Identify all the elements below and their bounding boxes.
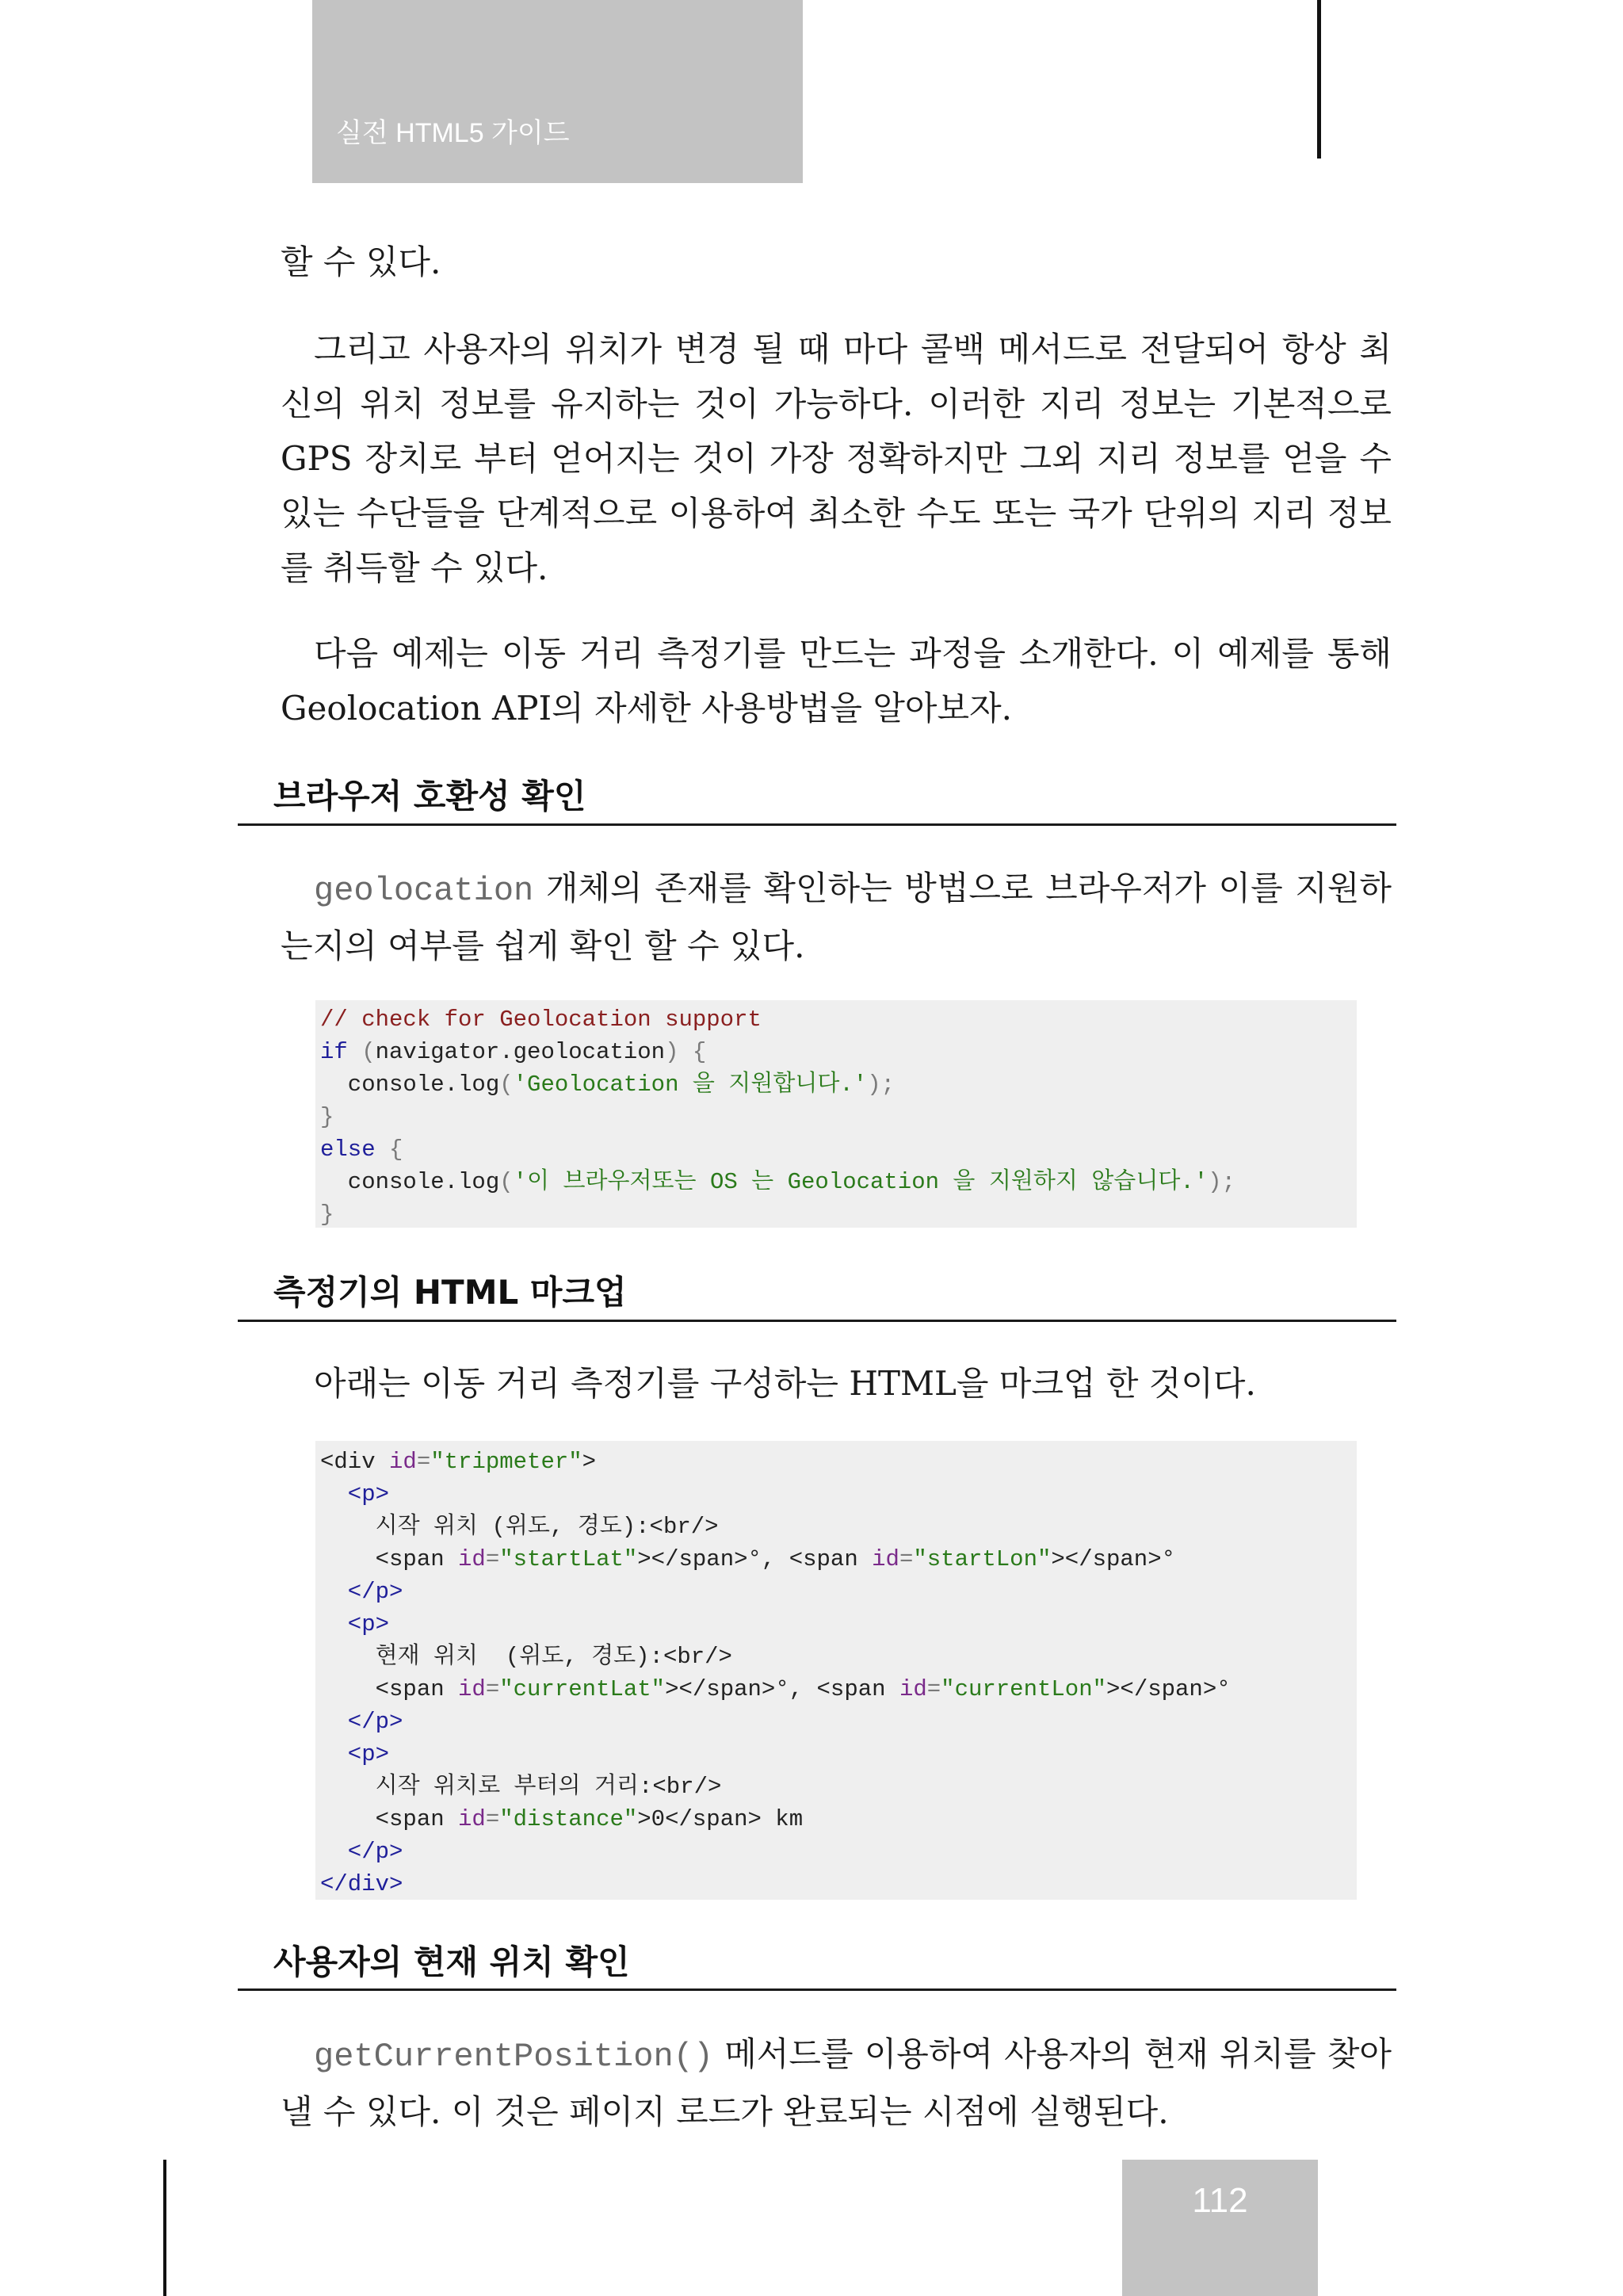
code-token: ></span>°, <span [637,1546,873,1572]
code-block-html-markup [315,1441,1357,1900]
code-token: <p> [320,1741,390,1767]
paragraph-get-current-position [281,2027,1392,2139]
code-token: id [899,1676,927,1702]
header-tab [312,0,803,183]
heading-rule [238,823,1396,826]
paragraph-location-update: 그리고 사용자의 위치가 변경 될 때 마다 콜백 메서드로 전달되어 항상 최신의 위치 정보를 유지하는 것이 가능하다. 이러한 지리 정보는 기본적으로 GPS 장치로 부터 얻어지는 것이 가장 정확하지만 그외 지리 정보를 얻을 수 있는 수단들을 단계적으로 이용하여 최소한 수도 또는 국가 단위의 지리 정보를 취득할 수 있다. [281,330,1392,587]
code-token: "currentLon" [941,1676,1107,1702]
code-token: >0</span> km [637,1806,804,1832]
code-line [320,1166,1357,1198]
code-token: "startLon" [913,1546,1052,1572]
code-token: if [320,1039,348,1065]
code-token: <div [320,1449,390,1475]
code-token: <p> [320,1481,390,1507]
heading-browser-compat: 브라우저 호환성 확인 [273,777,586,816]
code-token: </div> [320,1871,403,1897]
code-token: // check for Geolocation support [320,1007,762,1033]
code-line [320,1036,1357,1068]
code-token: ); [1208,1169,1235,1195]
code-token: = [485,1676,500,1702]
code-line [320,1673,1357,1706]
code-line [320,1068,1357,1101]
heading-current-position: 사용자의 현재 위치 확인 [273,1943,630,1981]
paragraph-continuation: 할 수 있다. [281,243,441,281]
code-token: console.log [320,1072,500,1098]
code-token: = [926,1676,941,1702]
code-line [320,1738,1357,1771]
code-token: "distance" [499,1806,638,1832]
heading-html-markup: 측정기의 HTML 마크업 [273,1273,627,1312]
code-token: 'Geolocation 을 지원합니다.' [513,1072,868,1098]
code-token: <span [320,1546,459,1572]
code-token: </p> [320,1709,403,1735]
heading-rule [238,1988,1396,1991]
paragraph-markup-intro: 아래는 이동 거리 측정기를 구성하는 HTML을 마크업 한 것이다. [314,1364,1256,1403]
paragraph-text: 메서드를 이용하여 사용자의 현재 위치를 찾아낼 수 있다. 이 것은 페이지 로드가 완료되는 시점에 실행된다. [281,2034,1392,2131]
code-token: navigator.geolocation [375,1039,666,1065]
code-token: else [320,1137,376,1163]
code-token: ( [347,1039,376,1065]
code-token: <p> [320,1611,390,1637]
code-token: ( [499,1169,514,1195]
code-line [320,1543,1357,1576]
code-token: } [320,1201,334,1228]
code-token: '이 브라우저또는 OS 는 Geolocation 을 지원하지 않습니다.' [513,1169,1209,1195]
code-token: } [320,1104,334,1130]
page-number-tab [1122,2160,1318,2296]
code-line [320,1576,1357,1608]
code-token: = [416,1449,431,1475]
page-number: 112 [1192,2181,1248,2220]
code-token: id [458,1546,486,1572]
paragraph-text: 개체의 존재를 확인하는 방법으로 브라우저가 이를 지원하는지의 여부를 쉽게 확인 할 수 있다. [281,869,1392,965]
code-line [320,1478,1357,1511]
code-token: id [872,1546,899,1572]
code-line [320,1868,1357,1901]
code-token: <span [320,1676,459,1702]
book-title: 실전 HTML5 가이드 [336,118,570,148]
code-token: <span [320,1806,459,1832]
code-token: > [582,1449,597,1475]
code-line [320,1836,1357,1868]
code-line [320,1706,1357,1738]
code-token: 시작 위치로 부터의 거리:<br/> [320,1774,722,1800]
code-token: "currentLat" [499,1676,666,1702]
code-line [320,1641,1357,1673]
code-token: 시작 위치 (위도, 경도):<br/> [320,1514,719,1540]
code-token: ) [665,1039,679,1065]
code-line [320,1771,1357,1803]
code-line [320,1803,1357,1836]
code-token: "startLat" [499,1546,638,1572]
code-token: { [389,1137,403,1163]
code-token: = [899,1546,914,1572]
code-token: "tripmeter" [430,1449,582,1475]
code-token: ); [867,1072,895,1098]
code-line [320,1101,1357,1133]
code-block-geolocation-check [315,1000,1357,1228]
code-token: ></span>° [1106,1676,1231,1702]
code-token: id [389,1449,417,1475]
code-token: ></span>°, <span [665,1676,899,1702]
inline-code-getcurrentposition: getCurrentPosition() [314,2038,714,2076]
code-line [320,1003,1357,1036]
code-token: = [485,1806,500,1832]
code-token: 현재 위치 (위도, 경도):<br/> [320,1644,732,1670]
code-line [320,1198,1357,1231]
heading-rule [238,1320,1396,1322]
code-line [320,1446,1357,1478]
paragraph-example-intro: 다음 예제는 이동 거리 측정기를 만드는 과정을 소개한다. 이 예제를 통해 Geolocation API의 자세한 사용방법을 알아보자. [281,634,1392,728]
code-token: = [485,1546,500,1572]
code-token: console.log [320,1169,500,1195]
code-token: </p> [320,1579,403,1605]
code-token: { [692,1039,707,1065]
code-token: id [458,1676,486,1702]
code-token: ></span>° [1051,1546,1176,1572]
code-token: </p> [320,1839,403,1865]
code-line [320,1608,1357,1641]
code-token [376,1137,389,1163]
code-token: id [458,1806,486,1832]
code-line [320,1511,1357,1543]
bottom-left-rule [163,2160,166,2296]
code-line [320,1133,1357,1166]
code-token: ( [499,1072,514,1098]
paragraph-geolocation-check [281,861,1392,973]
code-token [679,1039,693,1065]
inline-code-geolocation: geolocation [314,872,534,910]
top-right-rule [1317,0,1321,159]
